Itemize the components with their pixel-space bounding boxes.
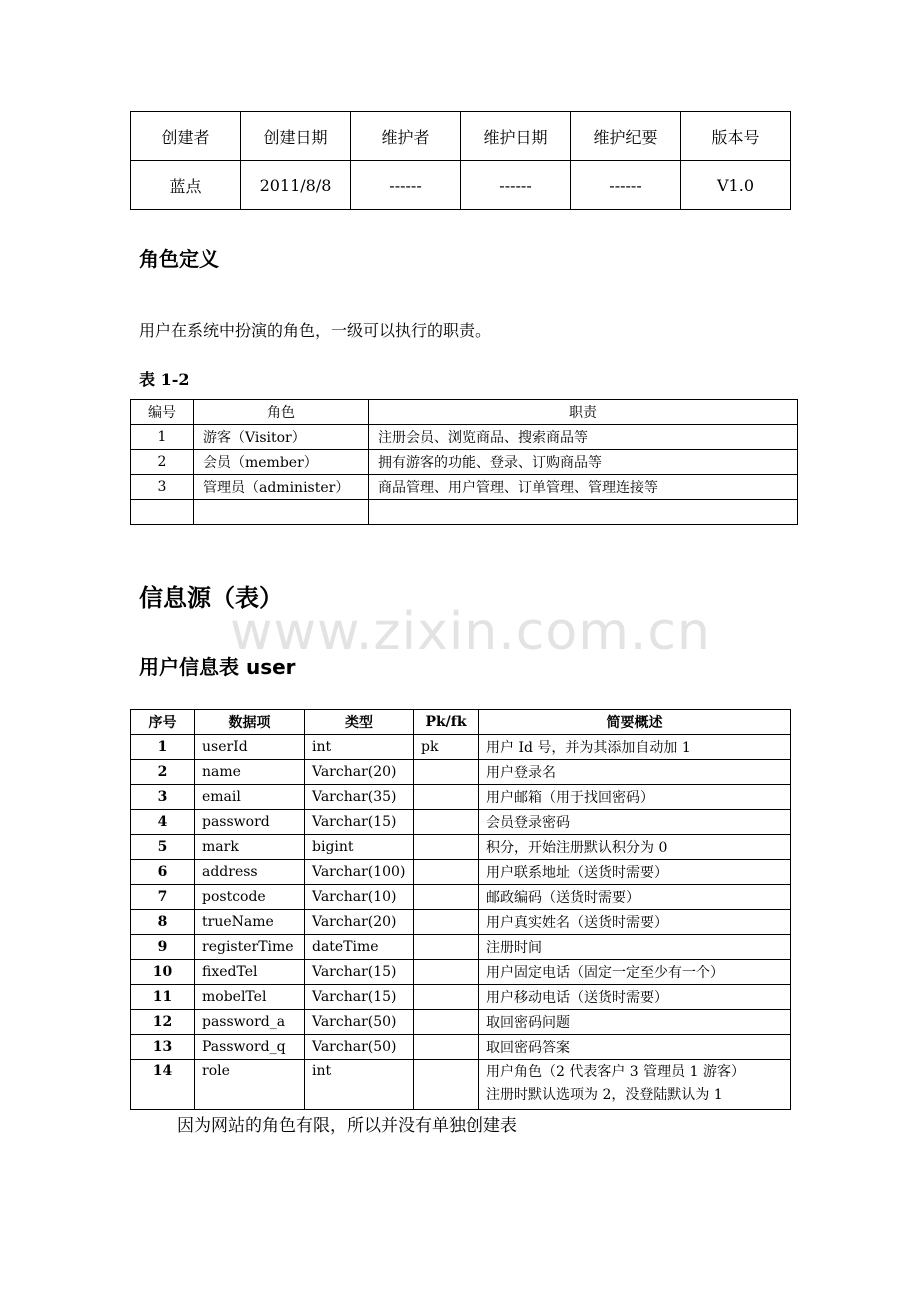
field-desc: 用户登录名 [479, 760, 791, 785]
field-no: 11 [131, 985, 195, 1010]
field-item: password [195, 810, 305, 835]
field-desc-line-2: 注册时默认选项为 2，没登陆默认为 1 [486, 1087, 723, 1103]
field-pkfk: pk [414, 735, 479, 760]
role-name [194, 500, 369, 525]
field-type: Varchar(20) [305, 910, 414, 935]
value-cell-maintainer: ------ [351, 161, 461, 210]
role-section-title: 角色定义 [139, 247, 219, 271]
roles-table [130, 399, 798, 525]
field-item: registerTime [195, 935, 305, 960]
table-row [131, 735, 791, 760]
table-row [131, 985, 791, 1010]
role-number: 3 [131, 475, 194, 500]
field-no: 9 [131, 935, 195, 960]
field-pkfk [414, 1010, 479, 1035]
field-item: role [195, 1060, 305, 1110]
user-header-type: 类型 [305, 710, 414, 735]
field-pkfk [414, 835, 479, 860]
field-pkfk [414, 885, 479, 910]
role-name: 会员（member） [194, 450, 369, 475]
table-row [131, 1035, 791, 1060]
table-row [131, 910, 791, 935]
field-item: fixedTel [195, 960, 305, 985]
info-header-row [131, 112, 791, 161]
table-row [131, 810, 791, 835]
field-desc: 邮政编码（送货时需要） [479, 885, 791, 910]
field-no: 2 [131, 760, 195, 785]
field-item: password_a [195, 1010, 305, 1035]
field-desc: 用户真实姓名（送货时需要） [479, 910, 791, 935]
field-item: userId [195, 735, 305, 760]
field-item: Password_q [195, 1035, 305, 1060]
field-no: 1 [131, 735, 195, 760]
field-pkfk [414, 960, 479, 985]
table-row [131, 760, 791, 785]
document-info-table [130, 111, 791, 210]
header-cell-created-date: 创建日期 [241, 112, 351, 161]
field-type: Varchar(35) [305, 785, 414, 810]
field-type: Varchar(20) [305, 760, 414, 785]
field-pkfk [414, 910, 479, 935]
field-pkfk [414, 860, 479, 885]
field-type: Varchar(50) [305, 1035, 414, 1060]
role-number: 2 [131, 450, 194, 475]
field-no: 3 [131, 785, 195, 810]
field-item: postcode [195, 885, 305, 910]
table-caption: 表 1-2 [139, 370, 190, 389]
field-pkfk [414, 935, 479, 960]
field-type: Varchar(15) [305, 985, 414, 1010]
field-type: int [305, 1060, 414, 1110]
field-desc: 注册时间 [479, 935, 791, 960]
field-pkfk [414, 1060, 479, 1110]
field-no: 12 [131, 1010, 195, 1035]
field-no: 10 [131, 960, 195, 985]
field-item: name [195, 760, 305, 785]
field-no: 6 [131, 860, 195, 885]
field-no: 7 [131, 885, 195, 910]
table-row [131, 425, 798, 450]
field-desc: 用户联系地址（送货时需要） [479, 860, 791, 885]
field-no: 5 [131, 835, 195, 860]
field-desc: 会员登录密码 [479, 810, 791, 835]
header-cell-creator: 创建者 [131, 112, 241, 161]
table-row-empty [131, 500, 798, 525]
value-cell-version: V1.0 [681, 161, 791, 210]
header-cell-version: 版本号 [681, 112, 791, 161]
field-desc: 用户 Id 号，并为其添加自动加 1 [479, 735, 791, 760]
roles-header-row [131, 400, 798, 425]
field-no: 4 [131, 810, 195, 835]
field-type: bigint [305, 835, 414, 860]
table-row [131, 860, 791, 885]
field-type: dateTime [305, 935, 414, 960]
roles-header-role: 角色 [194, 400, 369, 425]
field-desc: 用户固定电话（固定一定至少有一个） [479, 960, 791, 985]
table-row [131, 475, 798, 500]
field-desc: 积分，开始注册默认积分为 0 [479, 835, 791, 860]
field-item: mark [195, 835, 305, 860]
field-desc: 取回密码问题 [479, 1010, 791, 1035]
table-row [131, 1060, 791, 1110]
role-duty: 注册会员、浏览商品、搜索商品等 [369, 425, 798, 450]
info-value-row [131, 161, 791, 210]
field-desc [479, 1060, 791, 1110]
role-number: 1 [131, 425, 194, 450]
field-no: 8 [131, 910, 195, 935]
role-section-description: 用户在系统中扮演的角色，一级可以执行的职责。 [139, 321, 492, 340]
user-header-pkfk: Pk/fk [414, 710, 479, 735]
user-header-no: 序号 [131, 710, 195, 735]
field-type: Varchar(10) [305, 885, 414, 910]
table-row [131, 885, 791, 910]
field-type: Varchar(15) [305, 960, 414, 985]
value-cell-created-date: 2011/8/8 [241, 161, 351, 210]
role-name: 管理员（administer） [194, 475, 369, 500]
user-table-body [131, 735, 791, 1060]
field-pkfk [414, 1035, 479, 1060]
footer-note: 因为网站的角色有限，所以并没有单独创建表 [177, 1116, 517, 1136]
user-table-title: 用户信息表 user [139, 655, 296, 679]
field-pkfk [414, 985, 479, 1010]
table-row [131, 935, 791, 960]
table-row [131, 835, 791, 860]
field-desc: 用户移动电话（送货时需要） [479, 985, 791, 1010]
role-name: 游客（Visitor） [194, 425, 369, 450]
table-row [131, 785, 791, 810]
roles-header-number: 编号 [131, 400, 194, 425]
field-type: Varchar(15) [305, 810, 414, 835]
field-item: trueName [195, 910, 305, 935]
user-header-item: 数据项 [195, 710, 305, 735]
value-cell-maintain-date: ------ [461, 161, 571, 210]
roles-header-duty: 职责 [369, 400, 798, 425]
value-cell-maintain-notes: ------ [571, 161, 681, 210]
field-item: email [195, 785, 305, 810]
user-table [130, 709, 791, 1110]
header-cell-maintainer: 维护者 [351, 112, 461, 161]
field-item: mobelTel [195, 985, 305, 1010]
role-duty: 拥有游客的功能、登录、订购商品等 [369, 450, 798, 475]
role-number [131, 500, 194, 525]
field-pkfk [414, 785, 479, 810]
value-cell-creator: 蓝点 [131, 161, 241, 210]
user-header-desc: 简要概述 [479, 710, 791, 735]
role-duty: 商品管理、用户管理、订单管理、管理连接等 [369, 475, 798, 500]
field-pkfk [414, 760, 479, 785]
table-row [131, 960, 791, 985]
role-duty [369, 500, 798, 525]
field-type: int [305, 735, 414, 760]
field-desc: 取回密码答案 [479, 1035, 791, 1060]
field-type: Varchar(50) [305, 1010, 414, 1035]
header-cell-maintain-notes: 维护纪要 [571, 112, 681, 161]
table-row [131, 1010, 791, 1035]
field-no: 13 [131, 1035, 195, 1060]
field-pkfk [414, 810, 479, 835]
field-desc-line-1: 用户角色（2 代表客户 3 管理员 1 游客） [486, 1064, 745, 1080]
field-no: 14 [131, 1060, 195, 1110]
header-cell-maintain-date: 维护日期 [461, 112, 571, 161]
info-section-title: 信息源（表） [139, 584, 283, 612]
user-table-header-row [131, 710, 791, 735]
field-type: Varchar(100) [305, 860, 414, 885]
table-row [131, 450, 798, 475]
field-desc: 用户邮箱（用于找回密码） [479, 785, 791, 810]
watermark: www.zixin.com.cn [230, 602, 711, 662]
field-item: address [195, 860, 305, 885]
